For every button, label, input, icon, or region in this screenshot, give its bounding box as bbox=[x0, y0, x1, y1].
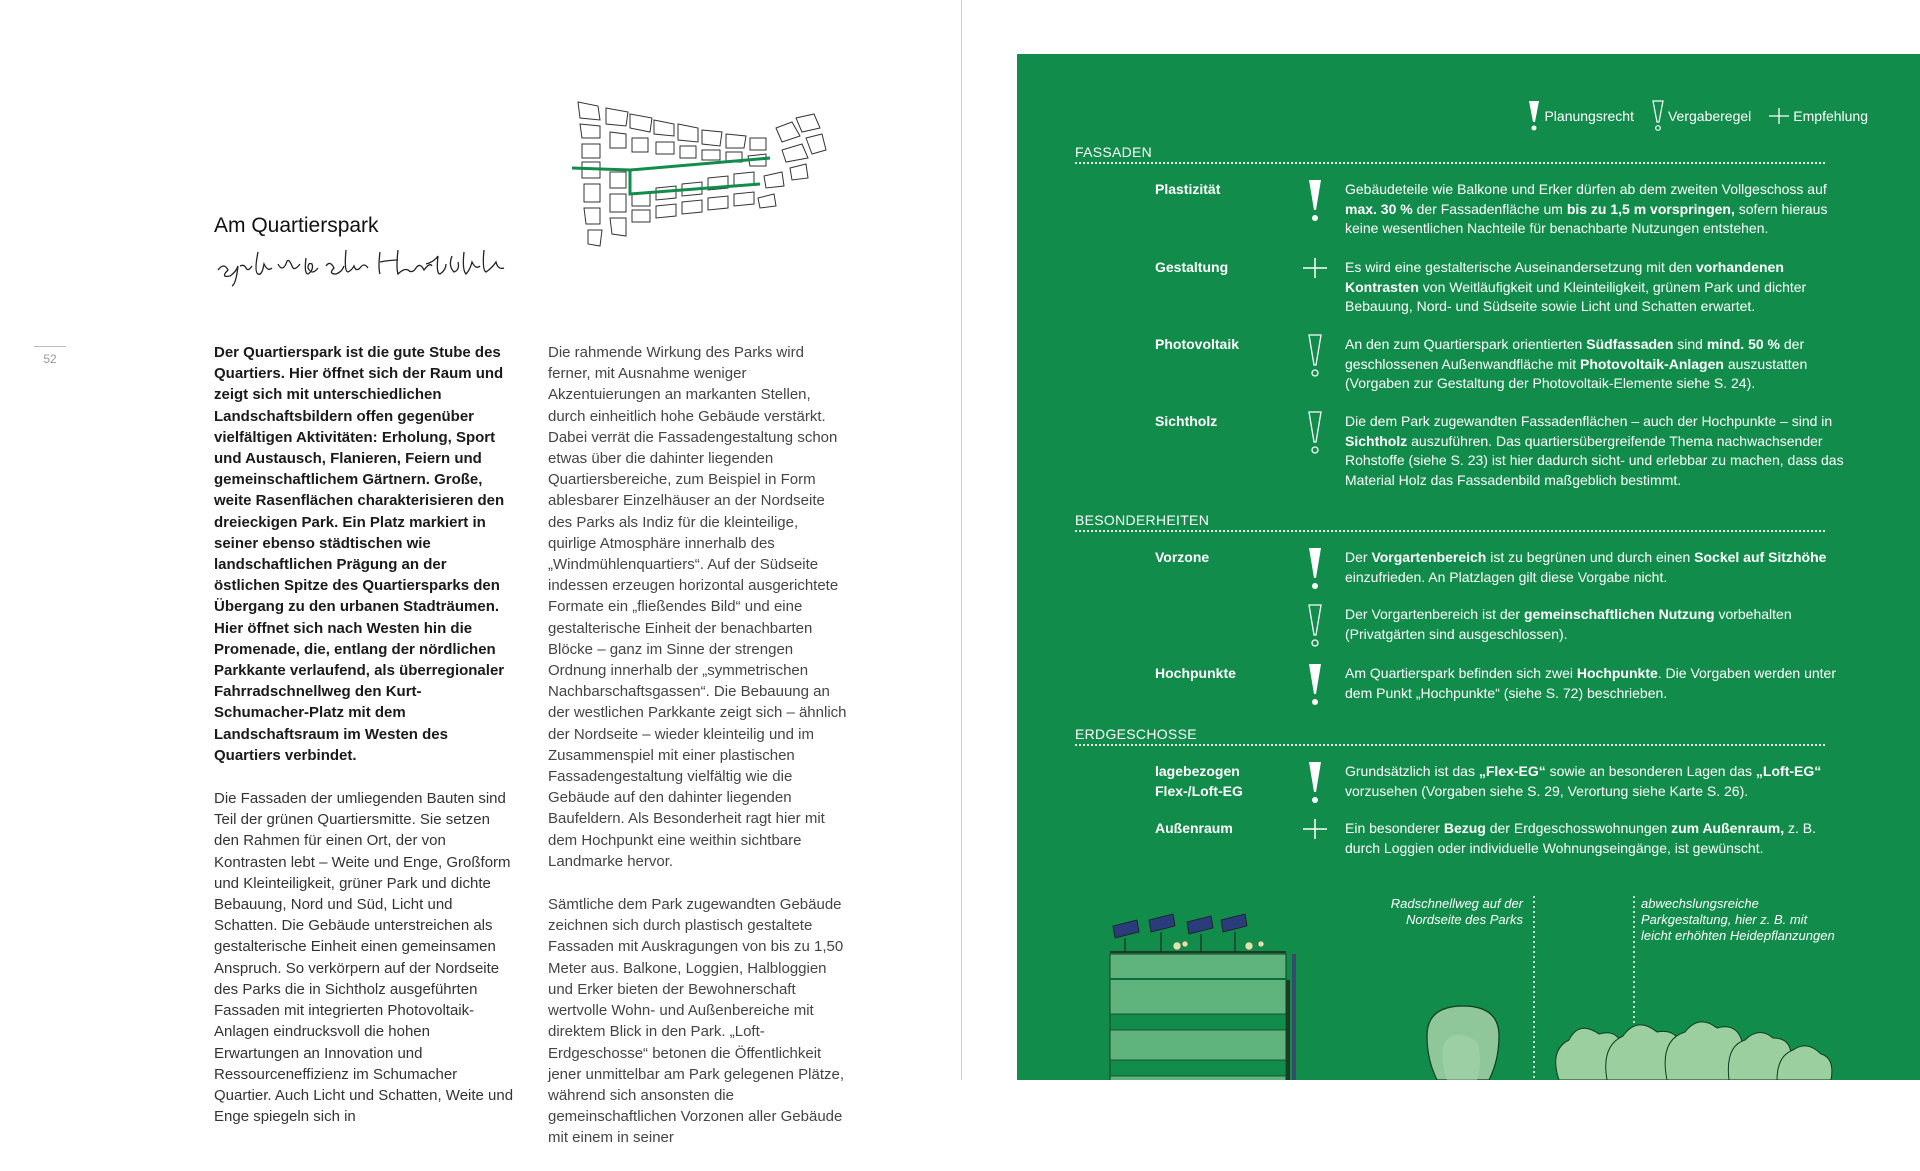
rule-text-part: Gebäudeteile wie Balkone und Erker dürfen ab dem zweiten Vollgeschoss auf bbox=[1345, 181, 1827, 197]
bush-icon bbox=[1556, 1022, 1832, 1080]
handwritten-subtitle-image bbox=[214, 244, 514, 290]
rule-text-part: sowie an besonderen Lagen das bbox=[1545, 763, 1756, 779]
rule-text-part: sind bbox=[1673, 336, 1707, 352]
section-title: ERDGESCHOSSE bbox=[1075, 726, 1197, 742]
rule-text-part: Ein besonderer bbox=[1345, 820, 1444, 836]
rule-label: Hochpunkte bbox=[1155, 665, 1236, 681]
rule-text-part: Es wird eine gestalterische Auseinandersetzung mit den bbox=[1345, 259, 1696, 275]
rule-text-bold: Sichtholz bbox=[1345, 432, 1408, 449]
page-title: Am Quartierspark bbox=[214, 214, 379, 237]
tree-icon bbox=[1427, 1006, 1499, 1080]
caption-radweg: Radschnellweg auf der Nordseite des Parks bbox=[1390, 896, 1523, 927]
rule-text-part: An den zum Quartierspark orientierten bbox=[1345, 336, 1587, 352]
rule-text-bold: vorhandenen Kontrasten bbox=[1345, 259, 1784, 295]
site-plan-map bbox=[570, 98, 830, 258]
rule-text-part: auszuführen. Das quartiersübergreifende Thema nachwachsender Rohstoffe (siehe S. 23) ist hier dadurch sicht- und erlebbar zu machen, dass das Material Holz das Fassadenbild maßgeblich bestimmt. bbox=[1345, 432, 1844, 488]
rule-text-part: Der bbox=[1345, 549, 1372, 565]
legend-label: Empfehlung bbox=[1793, 108, 1868, 124]
rule-text-part: z. B. durch Loggien oder individuelle Wohnungseingänge, ist gewünscht. bbox=[1345, 820, 1817, 856]
rule-text-bold: „Flex-EG“ bbox=[1478, 763, 1546, 779]
rule-text-part: der Erdgeschosswohnungen bbox=[1485, 820, 1672, 836]
rule-text-part: von Weitläufigkeit und Kleinteiligkeit, grünem Park und dichter Bebauung, Nord- und Südseite sowie Licht und Schatten erwartet. bbox=[1345, 278, 1807, 315]
rule-text-part: der geschlossenen Außenwandfläche mit bbox=[1345, 336, 1805, 372]
rule-text-bold: Bezug bbox=[1443, 820, 1486, 836]
rule-text-bold: max. 30 % bbox=[1345, 200, 1413, 217]
rule-text-part: Der Vorgartenbereich ist der bbox=[1345, 606, 1524, 622]
text-column-2 bbox=[548, 342, 848, 1171]
rule-text-bold: Photovoltaik-Anlagen bbox=[1580, 355, 1724, 372]
caption-park: abwechslungsreiche Parkgestaltung, hier z. B. mit leicht erhöhten Heidepflanzungen bbox=[1641, 896, 1835, 943]
section-title: FASSADEN bbox=[1075, 144, 1153, 160]
rule-text-part: sofern hieraus keine wesentlichen Nachteile für benachbarte Nutzungen entstehen. bbox=[1345, 200, 1828, 237]
rule-text-part: Grundsätzlich ist das bbox=[1345, 763, 1479, 779]
rule-text-bold: Hochpunkte bbox=[1576, 665, 1658, 681]
rule-text-bold: Südfassaden bbox=[1586, 336, 1674, 352]
page-spine bbox=[961, 0, 962, 1080]
rule-text-bold: Vorgartenbereich bbox=[1371, 549, 1487, 565]
rule-text-bold: gemeinschaftlichen Nutzung bbox=[1523, 606, 1715, 622]
body-paragraph: Sämtliche dem Park zugewandten Gebäude zeichnen sich durch plastisch gestaltete Fassaden mit Auskragungen von bis zu 1,50 Meter aus. Balkone, Loggien, Halbloggien und Erker bieten der Bewohnerschaft wertvolle Wohn- und Außenbereiche mit direktem Blick in den Park. „Loft-Erdgeschosse“ betonen die Öffentlichkeit jener unmittelbar am Park gelegenen Plätze, während sich ansonsten die gemeinschaftlichen Vorzonen aller Gebäude mit einem in seiner bbox=[548, 896, 845, 1147]
rule-text-bold: Sockel auf Sitzhöhe bbox=[1694, 549, 1827, 565]
lead-paragraph: Der Quartierspark ist die gute Stube des Quartiers. Hier öffnet sich der Raum und zeigt sich mit unterschiedlichen Landschaftsbildern offen gegenüber vielfältigen Aktivitäten: Erholung, Sport und Austausch, Flanieren, Feiern und gemeinschaftlichem Gärtnern. Große, weite Rasenflächen charakterisieren den dreieckigen Park. Ein Platz markiert in seiner ebenso städtischen wie landschaftlichen Prägung an der östlichen Spitze des Quartiersparks den Übergang zu den urbanen Stadträumen. Hier öffnet sich nach Westen hin die Promenade, die, entlang der nördlichen Parkkante verlaufend, als überregionaler Fahrradschnellweg den Kurt-Schumacher-Platz mit dem Landschaftsraum im Westen des Quartiers verbindet. bbox=[214, 344, 505, 764]
rule-text-bold: mind. 50 % bbox=[1706, 336, 1780, 352]
text-column-1 bbox=[214, 342, 516, 1127]
rule-label-line: Flex-/Loft-EG bbox=[1155, 782, 1243, 799]
rule-text-part: einzufrieden. An Platzlagen gilt diese Vorgabe nicht. bbox=[1345, 568, 1668, 585]
rule-text-part: ist zu begrünen und durch einen bbox=[1486, 549, 1695, 565]
rule-text-part: vorzusehen (Vorgaben siehe S. 29, Verortung siehe Karte S. 26). bbox=[1345, 782, 1749, 799]
page-number: 52 bbox=[43, 352, 57, 366]
rule-text-part: auszustatten (Vorgaben zur Gestaltung der Photovoltaik-Elemente siehe S. 24). bbox=[1345, 355, 1808, 392]
rule-text-part: Am Quartierspark befinden sich zwei bbox=[1345, 665, 1577, 681]
body-paragraph: Die Fassaden der umliegenden Bauten sind Teil der grünen Quartiersmitte. Sie setzen den Rahmen für einen Ort, der von Kontrasten lebt – Weite und Enge, Großform und Kleinteiligkeit, grüner Park und dichte Bebauung, Nord und Süd, Licht und Schatten. Die Gebäude unterstreichen als gestalterische Einheit einen gemeinsamen Anspruch. So verkörpern auf der Nordseite des Parks die in Sichtholz ausgeführten Fassaden mit integrierten Photovoltaik-Anlagen eindrucksvoll die hohen Erwartungen an Innovation und Ressourceneffizienz im Schumacher Quartier. Auch Licht und Schatten, Weite und Enge spiegeln sich in bbox=[214, 790, 514, 1126]
rule-label: Plastizität bbox=[1155, 181, 1221, 197]
rule-text-bold: zum Außenraum, bbox=[1671, 820, 1785, 836]
rule-label: Vorzone bbox=[1155, 549, 1210, 565]
page-number-rule bbox=[34, 346, 66, 347]
legend-label: Planungsrecht bbox=[1544, 108, 1634, 124]
rule-label: Gestaltung bbox=[1155, 259, 1229, 275]
rule-text-part: . Die Vorgaben werden unter dem Punkt „Hochpunkte“ (siehe S. 72) beschrieben. bbox=[1345, 665, 1836, 701]
rule-label: Sichtholz bbox=[1155, 413, 1218, 429]
rule-text-bold: „Loft-EG“ bbox=[1755, 763, 1822, 779]
legend-label: Vergaberegel bbox=[1667, 108, 1752, 124]
rule-label: Außenraum bbox=[1155, 820, 1233, 836]
section-title: BESONDERHEITEN bbox=[1075, 512, 1210, 528]
rule-text-part: der Fassadenfläche um bbox=[1412, 200, 1567, 217]
rules-panel bbox=[1017, 54, 1920, 1080]
rule-text-part: Die dem Park zugewandten Fassadenflächen – auch der Hochpunkte – sind in bbox=[1345, 413, 1833, 429]
rule-label: Photovoltaik bbox=[1155, 336, 1240, 352]
rule-text-bold: bis zu 1,5 m vorspringen, bbox=[1566, 200, 1735, 217]
rule-text-part: vorbehalten (Privatgärten sind ausgeschlossen). bbox=[1345, 606, 1792, 642]
body-paragraph: Die rahmende Wirkung des Parks wird ferner, mit Ausnahme weniger Akzentuierungen an markanten Stellen, durch einheitlich hohe Gebäude verstärkt. Dabei verrät die Fassadengestaltung schon etwas über die dahinter liegenden Quartiersbereiche, zum Beispiel in Form ablesbarer Einzelhäuser an der Nordseite des Parks als Indiz für die kleinteilige, quirlige Atmosphäre innerhalb des „Windmühlenquartiers“. Auf der Südseite indessen erzeugen horizontal ausgerichtete Formate ein „fließendes Bild“ und eine gestalterische Einheit der benachbarten Blöcke – ganz im Sinne der strengen Ordnung innerhalb der „symmetrischen Nachbarschaftsgassen“. Die Bebauung an der westlichen Parkkante zeigt sich – ähnlich der Nordseite – wieder kleinteilig und im Zusammenspiel mit einer plastischen Fassadengestaltung vielfältig wie die Gebäude auf den dahinter liegenden Baufeldern. Als Besonderheit ragt hier mit dem Hochpunkt eine weithin sichtbare Landmarke hervor. bbox=[548, 344, 847, 870]
solar-panel-icon bbox=[1113, 914, 1247, 938]
rule-label-line: lagebezogen bbox=[1155, 763, 1240, 779]
